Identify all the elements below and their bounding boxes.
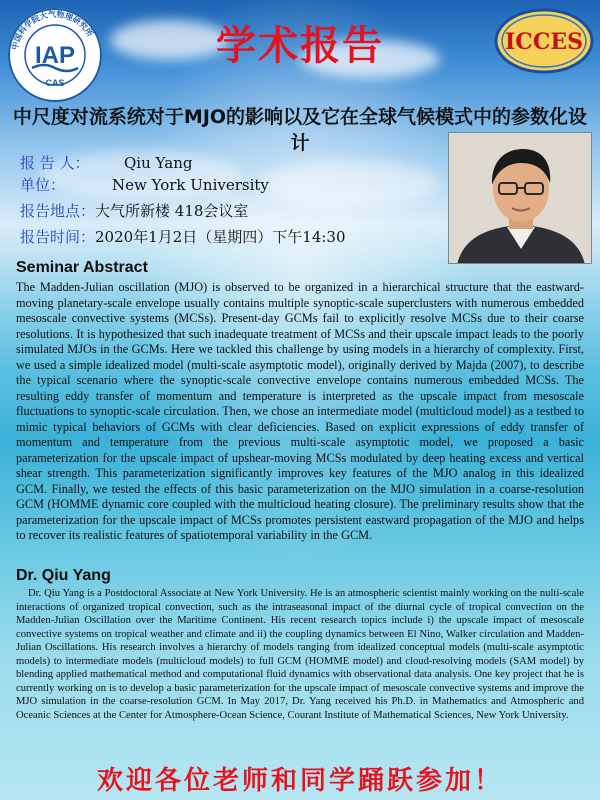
info-unit-row [20,174,269,196]
bio-heading: Dr. Qiu Yang [16,567,111,584]
poster-title: 学术报告 [216,23,384,69]
location-label: 报告地点： [20,202,96,220]
info-speaker-row [20,152,192,174]
location-value: 大气所新楼 418会议室 [95,202,249,220]
icces-logo-icon [494,8,594,74]
abstract-heading: Seminar Abstract [16,259,148,276]
welcome-banner: 欢迎各位老师和同学踊跃参加！ [96,766,503,796]
unit-label: 单位： [20,176,66,194]
iap-logo-letters: IAP [34,42,76,69]
time-label: 报告时间： [20,228,96,246]
info-location-row [20,200,248,222]
speaker-label: 报 告 人： [20,154,90,172]
bio-text: Dr. Qiu Yang is a Postdoctoral Associate at New York University. He is an atmospheric scientist mainly working on the nulti-scale interactions of organized tropical convection, such as the intraseasonal impact of the diurnal cycle of tropical convection on the Madden-Julian Oscillation over the Maritime Continent. His recent research topics include i) the upscale impact of mesoscale convective systems on tropical weather and climate and ii) the coupling dynamics between El Nino, Walker circulation and Madden-Julian Oscillations. His research involves a hierarchy of models ranging from idealized conceptual models (multi-scale asymptotic models) to intermediate models (multicloud models) to full GCM (HOMME model) and cloud-resolving models (SAM model) by blending applied mathematical method and computational fluid dynamics with observational data analysis. One key project that he is currently working on is to develop a basic parameterization for the upscale impact of mesoscale convective systems and improve the MJO simulation in the coarse-resolution GCM. In May 2017, Dr. Yang received his Ph.D. in Mathematics and Atmospheric and Oceanic Sciences at the Center for Atmosphere-Ocean Science, Courant Institute of Mathematical Sciences, New York University. [16,588,584,721]
speaker-value: Qiu Yang [124,154,193,172]
background-cloud [260,160,440,206]
info-time-row [20,226,346,248]
iap-logo-ring-text: 中国科学院大气物理研究所 [10,9,95,51]
abstract-text: The Madden-Julian oscillation (MJO) is observed to be organized in a hierarchical structure that the eastward-moving planetary-scale envelope usually contains multiple synoptic-scale superclusters with numerous embedded mesoscale convective systems (MCSs). Present-day GCMs fail to explicitly resolve MCSs due to their coarse resolutions. It is hypothesized that such inadequate treatment of MCSs and their upscale impact leads to the poorly simulated MJOs in the GCMs. Here we tackled this challenge by using models in a hierarchy of complexity. First, we used a simple idealized model (multi-scale asymptotic model), originally derived by Majda (2007), to describe the typical scenario where the synoptic-scale convective envelope contains numerous embedded MCSs. The resulting eddy transfer of momentum and temperature is interpreted as the upscale impact from mesoscale fluctuations to synoptic-scale circulation. Then, we chose an intermediate model (multicloud model) as a testbed to mimic typical behaviors of GCMs with clear deficiencies. Based on explicit expressions of eddy transfer of momentum and temperature from the previous multi-scale asymptotic model, we proposed a basic parameterization for the upscale impact of upshear-moving MCSs modulated by deep heating excess and vertical shear strength. This parameterization significantly improves key features of the MJO analog in this idealized GCM. Finally, we tested the effects of this basic parameterization on the MJO simulation in a coarse-resolution GCM (HOMME dynamic core coupled with the multicloud heating closure). The preliminary results show that the parameterization for the upscale impact of MCSs promotes persistent eastward propagation of the MJO and helps to recover its realistic features of spatiotemporal variability in the GCM. [16,280,584,542]
unit-value: New York University [112,176,269,194]
talk-title: 中尺度对流系统对于MJO的影响以及它在全球气候模式中的参数化设计 [12,106,588,154]
icces-logo-text: ICCES [505,29,583,55]
iap-logo-sub: CAS [45,78,65,88]
time-value: 2020年1月2日（星期四）下午14:30 [95,228,346,246]
speaker-photo-icon [448,132,592,264]
